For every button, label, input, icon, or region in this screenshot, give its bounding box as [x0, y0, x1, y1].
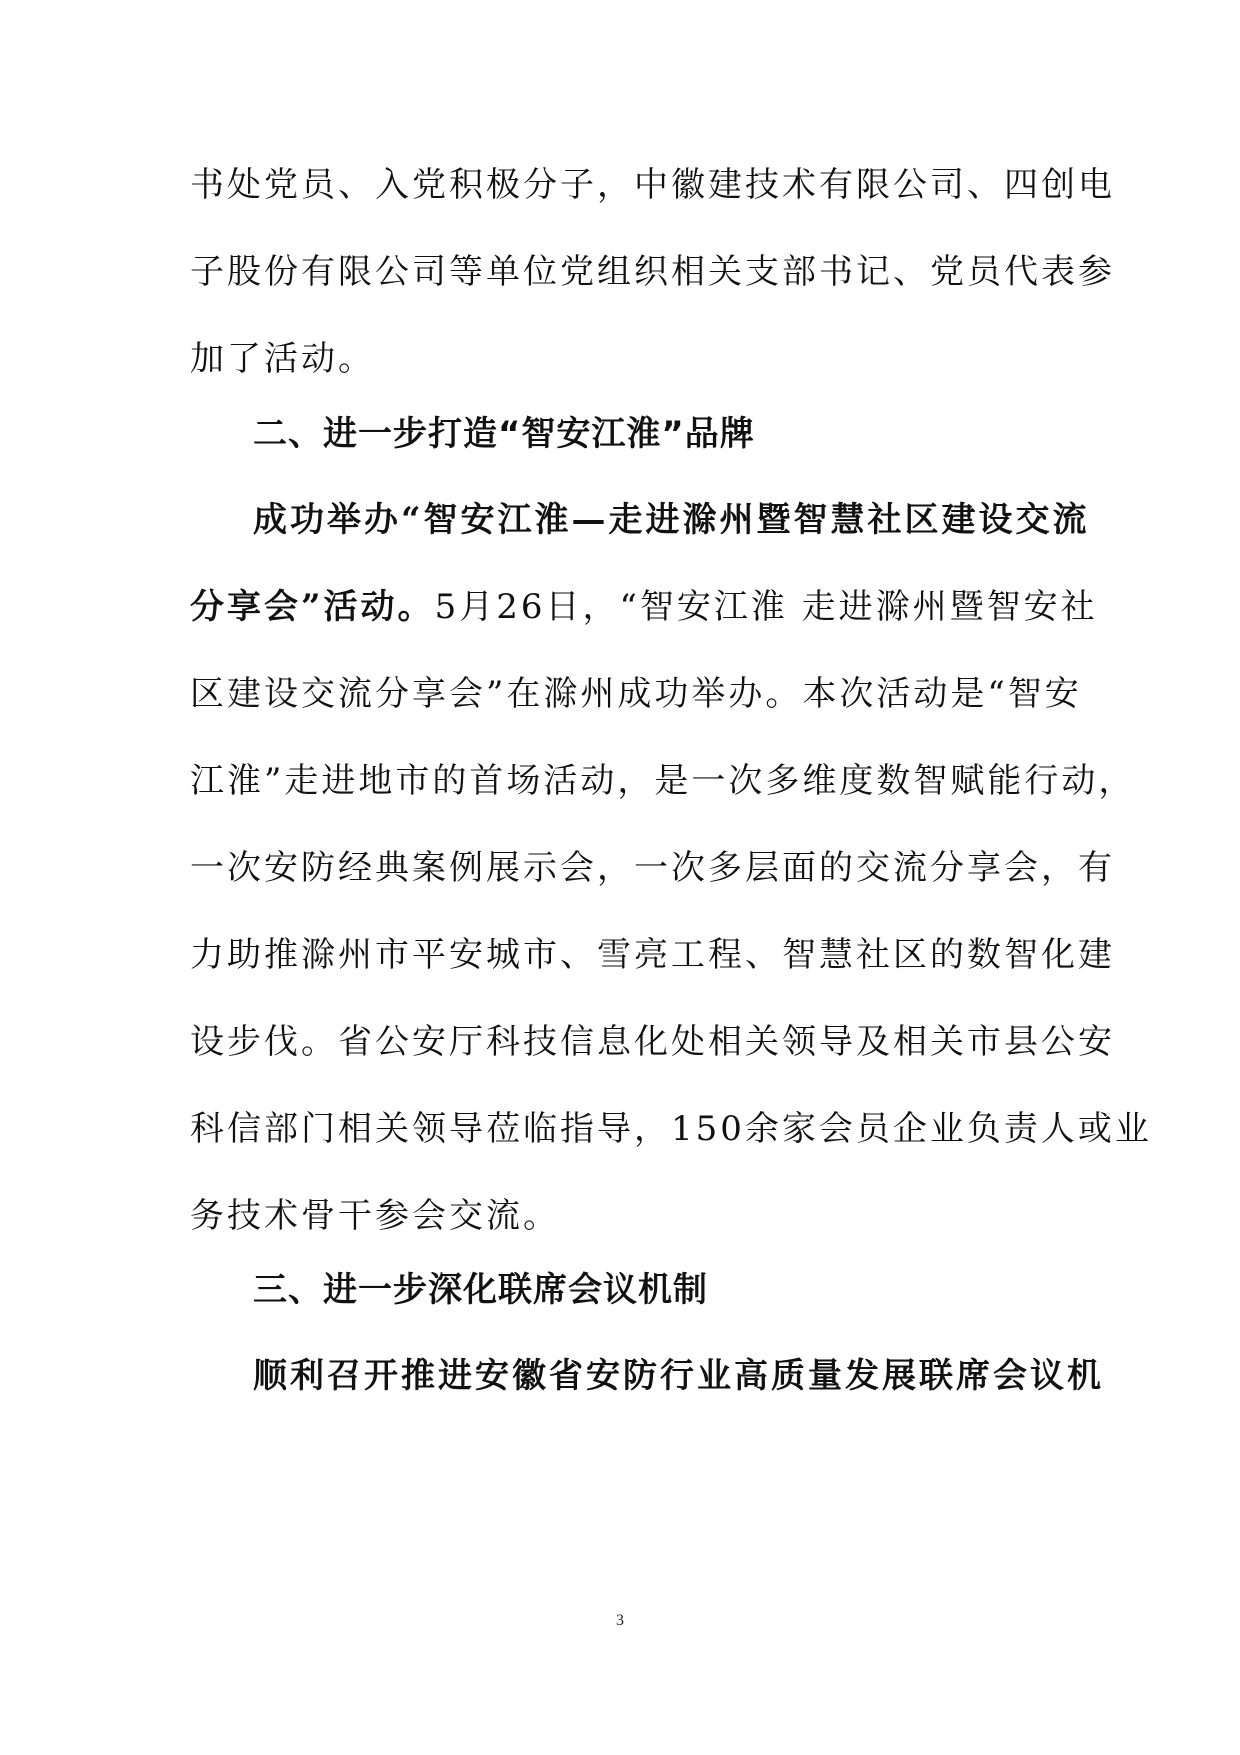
paragraph-line: 加了活动。: [190, 339, 375, 379]
paragraph-line: 设步伐。省公安厅科技信息化处相关领导及相关市县公安: [190, 1022, 1115, 1062]
section2-lead-rest: 5月26日，“智安江淮 走进滁州暨智安社: [434, 587, 1098, 627]
page-number: 3: [616, 1612, 624, 1629]
section-heading-2: 二、进一步打造“智安江淮”品牌: [253, 414, 755, 454]
paragraph-line: 务技术骨干参会交流。: [190, 1196, 560, 1236]
paragraph-line: 力助推滁州市平安城市、雪亮工程、智慧社区的数智化建: [190, 935, 1115, 975]
paragraph-line: 区建设交流分享会”在滁州成功举办。本次活动是“智安: [190, 674, 1082, 714]
section2-lead-bold: 分享会”活动。: [190, 587, 435, 627]
section2-lead-line2: [190, 585, 1098, 629]
paragraph-line: 书处党员、入党积极分子，中徽建技术有限公司、四创电: [190, 165, 1115, 205]
paragraph-line: 科信部门相关领导莅临指导，150余家会员企业负责人或业: [190, 1109, 1152, 1149]
section-heading-3: 三、进一步深化联席会议机制: [253, 1270, 708, 1310]
section3-lead-line1: 顺利召开推进安徽省安防行业高质量发展联席会议机: [253, 1356, 1104, 1396]
paragraph-line: 江淮”走进地市的首场活动，是一次多维度数智赋能行动，: [190, 761, 1136, 801]
section2-lead-line1: 成功举办“智安江淮—走进滁州暨智慧社区建设交流: [253, 500, 1090, 540]
paragraph-line: 一次安防经典案例展示会，一次多层面的交流分享会，有: [190, 848, 1115, 888]
paragraph-line: 子股份有限公司等单位党组织相关支部书记、党员代表参: [190, 252, 1115, 292]
